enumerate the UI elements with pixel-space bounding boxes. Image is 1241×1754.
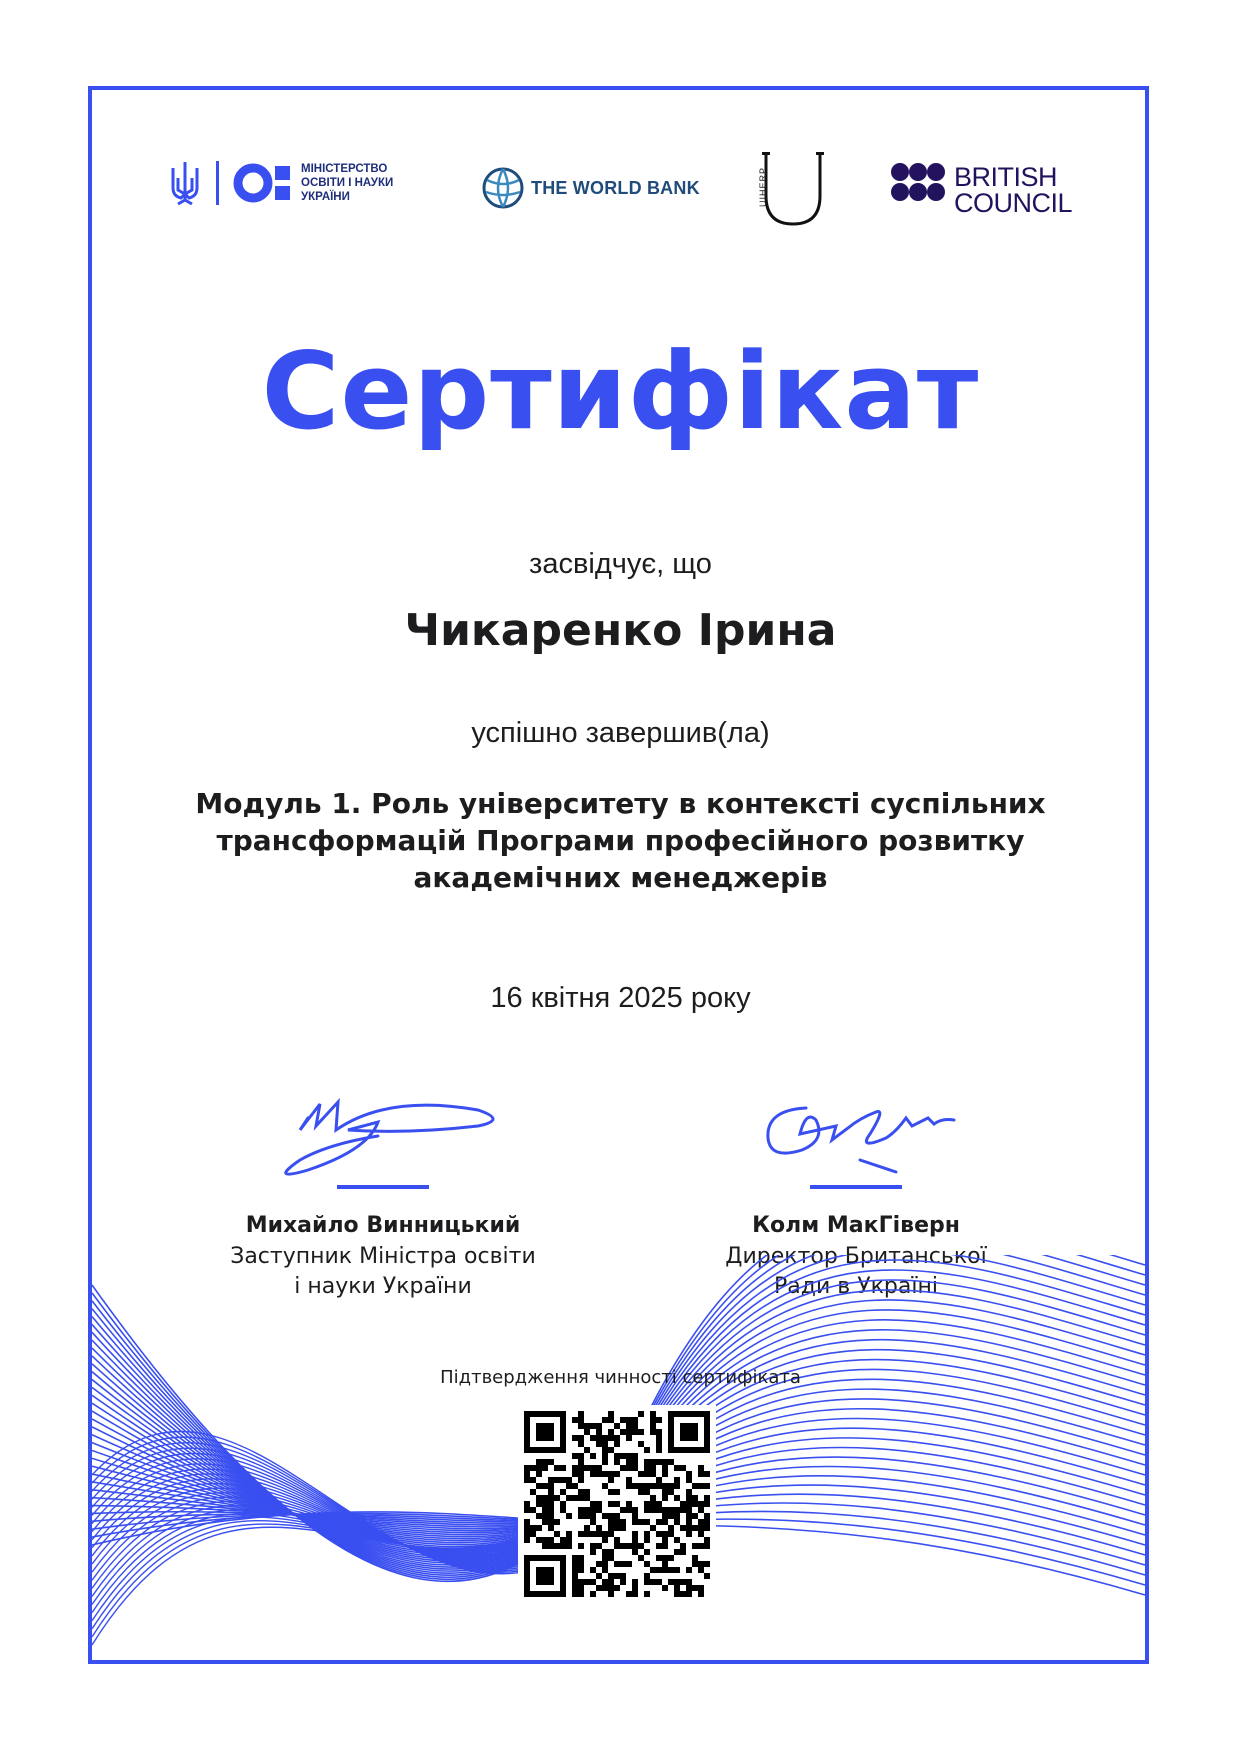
- signature-2-underline: [810, 1185, 902, 1189]
- british-council-name: [954, 164, 1072, 216]
- issue-date: 16 квітня 2025 року: [490, 982, 751, 1014]
- signature-1-image: [248, 1090, 518, 1185]
- british-council-dots-icon: [890, 162, 946, 218]
- certifies-text: засвідчує, що: [529, 548, 712, 580]
- signatory-1-role-line1: Заступник Міністра освіти: [230, 1244, 536, 1269]
- recipient-name: Чикаренко Ірина: [404, 605, 837, 656]
- ministry-name: МІНІСТЕРСТВО ОСВІТИ І НАУКИ УКРАЇНИ: [301, 163, 394, 203]
- uiherp-logo: [758, 150, 828, 232]
- verification-qr-code[interactable]: [518, 1405, 716, 1603]
- course-title: [0, 785, 1241, 896]
- british-council-line2: COUNCIL: [954, 188, 1073, 218]
- signatory-2-role-line1: Директор Британської: [725, 1244, 987, 1269]
- ministry-mark-icon: [233, 160, 293, 206]
- signatory-1-role-line2: і науки України: [294, 1274, 472, 1299]
- world-bank-logo: [481, 166, 700, 210]
- signature-1-underline: [337, 1185, 429, 1189]
- course-line-3: академічних менеджерів: [413, 861, 828, 894]
- course-line-2: трансформацій Програми професійного розвитку: [216, 824, 1025, 857]
- qr-code-icon: [524, 1411, 710, 1597]
- certificate-title: Сертифікат: [261, 330, 980, 453]
- signatory-2-role-line2: Ради в Україні: [774, 1274, 938, 1299]
- world-bank-name: THE WORLD BANK: [531, 177, 700, 198]
- ministry-logo: [168, 160, 411, 206]
- verification-label: Підтвердження чинності сертифіката: [440, 1367, 801, 1388]
- signature-2-image: [736, 1090, 976, 1185]
- signatory-1-name: Михайло Винницький: [245, 1213, 521, 1238]
- signatory-2-name: Колм МакГіверн: [752, 1213, 960, 1238]
- completed-text: успішно завершив(ла): [471, 717, 770, 749]
- globe-icon: [481, 166, 525, 210]
- british-council-line1: BRITISH: [954, 162, 1058, 192]
- uiherp-name: UIHERP: [758, 167, 768, 208]
- course-line-1: Модуль 1. Роль університету в контексті суспільних: [195, 787, 1046, 820]
- british-council-logo: [890, 162, 1072, 218]
- partner-logos: [168, 150, 1078, 250]
- logo-divider: [216, 161, 219, 205]
- trident-icon: [168, 160, 202, 206]
